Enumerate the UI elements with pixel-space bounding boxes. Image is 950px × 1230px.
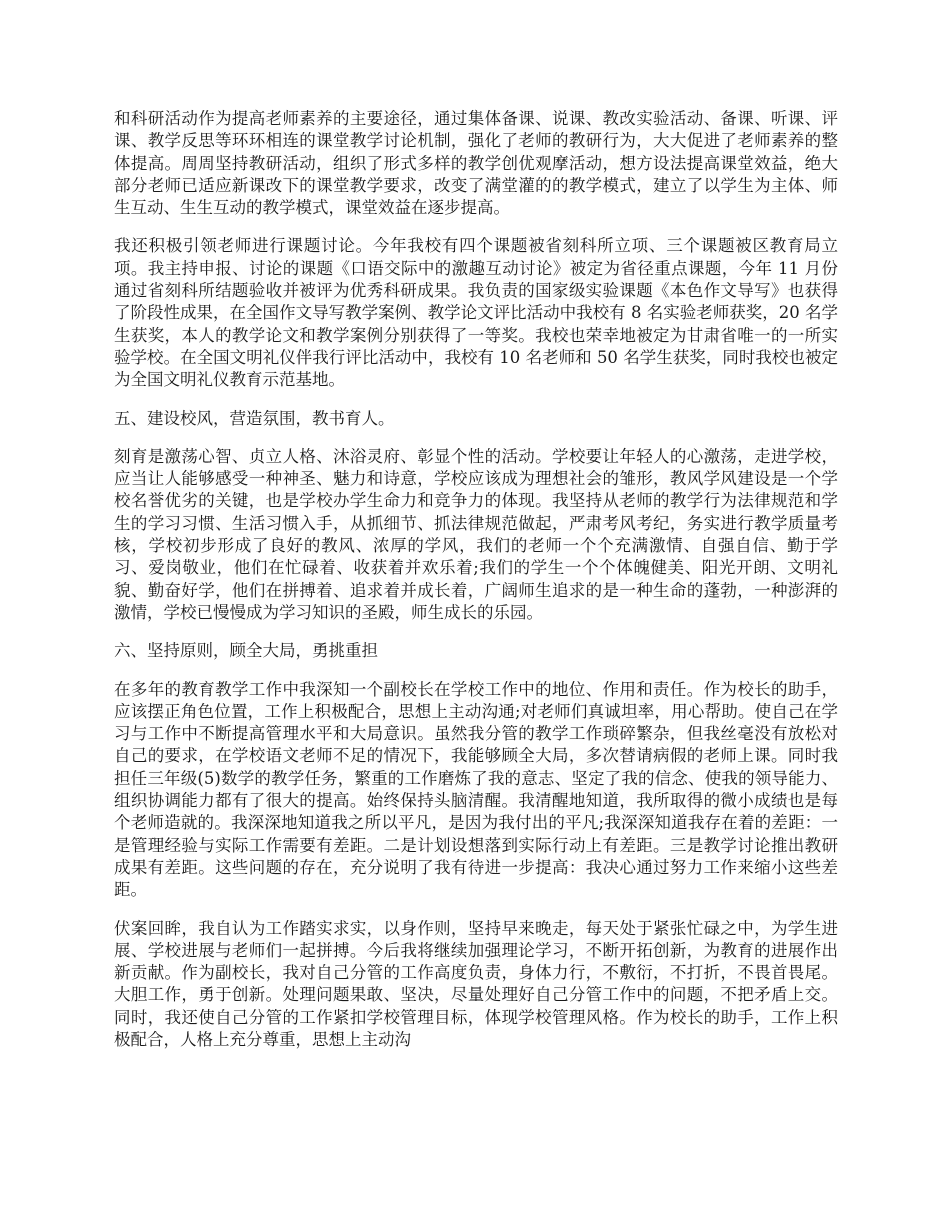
- section-heading-five: 五、建设校风，营造氛围，教书育人。: [114, 408, 395, 428]
- document-body: [114, 108, 838, 1067]
- paragraph-principles: 在多年的教育教学工作中我深知一个副校长在学校工作中的地位、作用和责任。作为校长的助手，应该摆正角色位置，工作上积极配合，思想上主动沟通;对老师们真诚坦率，用心帮助。使自己在学习与工作中不断提高管理水平和大局意识。虽然我分管的教学工作琐碎繁杂，但我丝毫没有放松对自己的要求，在学校语文老师不足的情况下，我能够顾全大局，多次替请病假的老师上课。同时我担任三年级(5)数学的教学任务，繁重的工作磨炼了我的意志、坚定了我的信念、使我的领导能力、组织协调能力都有了很大的提高。始终保持头脑清醒。我清醒地知道，我所取得的微小成绩也是每个老师造就的。我深深地知道我之所以平凡，是因为我付出的平凡;我深深知道我存在着的差距：一是管理经验与实际工作需要有差距。二是计划设想落到实际行动上有差距。三是教学讨论推出教研成果有差距。这些问题的存在，充分说明了我有待进一步提高：我决心通过努力工作来缩小这些差距。: [114, 679, 838, 900]
- paragraph-teaching-research: 和科研活动作为提高老师素养的主要途径，通过集体备课、说课、教改实验活动、备课、听课、评课、教学反思等环环相连的课堂教学讨论机制，强化了老师的教研行为，大大促进了老师素养的整体提高。周周坚持教研活动，组织了形式多样的教学创优观摩活动，想方设法提高课堂效益，绝大部分老师已适应新课改下的课堂教学要求，改变了满堂灌的的教学模式，建立了以学生为主体、师生互动、生生互动的教学模式，课堂效益在逐步提高。: [114, 109, 838, 218]
- paragraph-reflection: 伏案回眸，我自认为工作踏实求实，以身作则，坚持早来晚走，每天处于紧张忙碌之中，为学生进展、学校进展与老师们一起拼搏。今后我将继续加强理论学习，不断开拓创新，为教育的进展作出新贡献。作为副校长，我对自己分管的工作高度负责，身体力行，不敷衍，不打折，不畏首畏尾。大胆工作，勇于创新。处理问题果敢、坚决，尽量处理好自己分管工作中的问题，不把矛盾上交。同时，我还使自己分管的工作紧扣学校管理目标，体现学校管理风格。作为校长的助手，工作上积极配合，人格上充分尊重，思想上主动沟: [114, 918, 838, 1049]
- paragraph-research-projects: 我还积极引领老师进行课题讨论。今年我校有四个课题被省刻科所立项、三个课题被区教育局立项。我主持申报、讨论的课题《口语交际中的激趣互动讨论》被定为省径重点课题，今年 11 月份通过省刻科所结题验收并被评为优秀科研成果。我负责的国家级实验课题《本色作文导写》也获得了阶段性成果，在全国作文导写教学案例、教学论文评比活动中我校有 8 名实验老师获奖，20 名学生获奖，本人的教学论文和教学案例分别获得了一等奖。我校也荣幸地被定为甘肃省唯一的一所实验学校。在全国文明礼仪伴我行评比活动中，我校有 10 名老师和 50 名学生获奖，同时我校也被定为全国文明礼仪教育示范基地。: [114, 236, 838, 390]
- paragraph-school-culture: 刻育是激荡心智、贞立人格、沐浴灵府、彰显个性的活动。学校要让年轻人的心激荡，走进学校，应当让人能够感受一种神圣、魅力和诗意，学校应该成为理想社会的雏形，教风学风建设是一个学校名誉优劣的关键，也是学校办学生命力和竞争力的体现。我坚持从老师的教学行为法律规范和学生的学习习惯、生活习惯入手，从抓细节、抓法律规范做起，严肃考风考纪，务实进行教学质量考核，学校初步形成了良好的教风、浓厚的学风，我们的老师一个个充满激情、自强自信、勤于学习、爱岗敬业，他们在忙碌着、收获着并欢乐着;我们的学生一个个体魄健美、阳光开朗、文明礼貌、勤奋好学，他们在拼搏着、追求着并成长着，广阔师生追求的是一种生命的蓬勃，一种澎湃的激情，学校已慢慢成为学习知识的圣殿，师生成长的乐园。: [114, 446, 838, 622]
- section-heading-six: 六、坚持原则，顾全大局，勇挑重担: [114, 641, 378, 661]
